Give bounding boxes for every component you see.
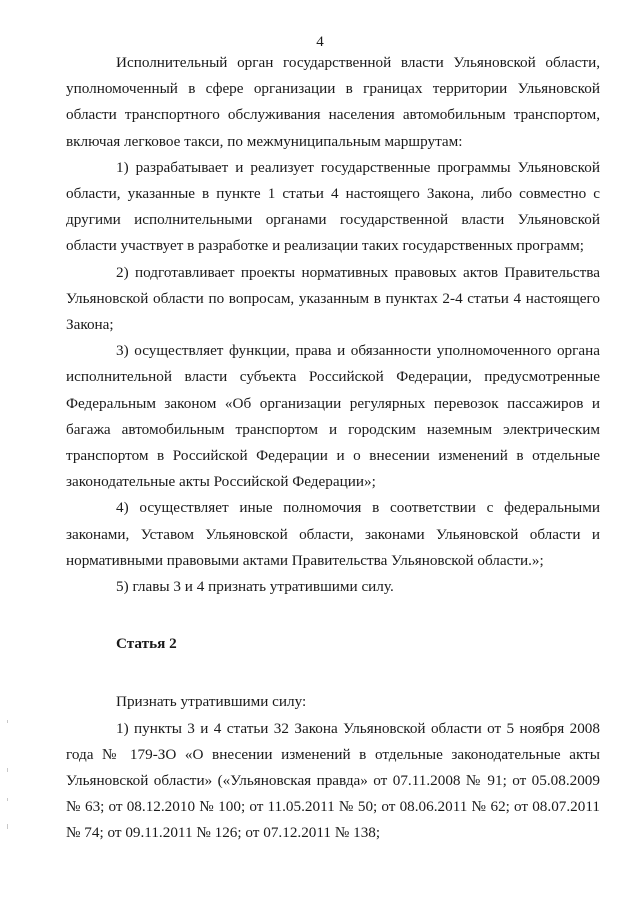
intro-paragraph: Исполнительный орган государственной власти Ульяновской области, уполномоченный в сфере организации в границах территории Ульяновской области транспортного обслуживания населения автомобильным транспортом, включая легковое такси, по межмуниципальным маршрутам: bbox=[66, 54, 600, 150]
list-item-5: 5) главы 3 и 4 признать утратившими силу. bbox=[116, 578, 394, 596]
article-heading: Статья 2 bbox=[116, 635, 177, 653]
document-body bbox=[66, 50, 600, 847]
list-item-1: 1) разрабатывает и реализует государственные программы Ульяновской области, указанные в пункте 1 статьи 4 настоящего Закона, либо совместно с другими исполнительными органами государственной власти Ульяновской области участвует в разработке и реализации таких государственных программ; bbox=[66, 158, 600, 255]
scan-margin-marks bbox=[4, 720, 12, 840]
list-item-3: 3) осуществляет функции, права и обязанности уполномоченного органа исполнительной власти субъекта Российской Федерации, предусмотренные Федеральным законом «Об организации регулярных перевозок пассажиров и багажа автомобильным транспортом и городским наземным электрическим транспортом в Российской Федерации и о внесении изменений в отдельные законодательные акты Российской Федерации»; bbox=[66, 342, 600, 491]
list-item-2: 2) подготавливает проекты нормативных правовых актов Правительства Ульяновской области по вопросам, указанным в пунктах 2-4 статьи 4 настоящего Закона; bbox=[66, 263, 600, 334]
page-number: 4 bbox=[316, 34, 324, 50]
article-lead-paragraph: Признать утратившими силу: bbox=[116, 693, 307, 711]
article-item-1: 1) пункты 3 и 4 статьи 32 Закона Ульяновской области от 5 ноября 2008 года № 179-ЗО «О внесении изменений в отдельные законодательные акты Ульяновской области» («Ульяновская правда» от 07.11.2008 № 91; от 05.08.2009 № 63; от 08.12.2010 № 100; от 11.05.2011 № 50; от 08.06.2011 № 62; от 08.07.2011 № 74; от 09.11.2011 № 126; от 07.12.2011 № 138; bbox=[66, 719, 600, 842]
list-item-4: 4) осуществляет иные полномочия в соответствии с федеральными законами, Уставом Ульяновской области, законами Ульяновской области и нормативными правовыми актами Правительства Ульяновской области.»; bbox=[66, 499, 600, 569]
